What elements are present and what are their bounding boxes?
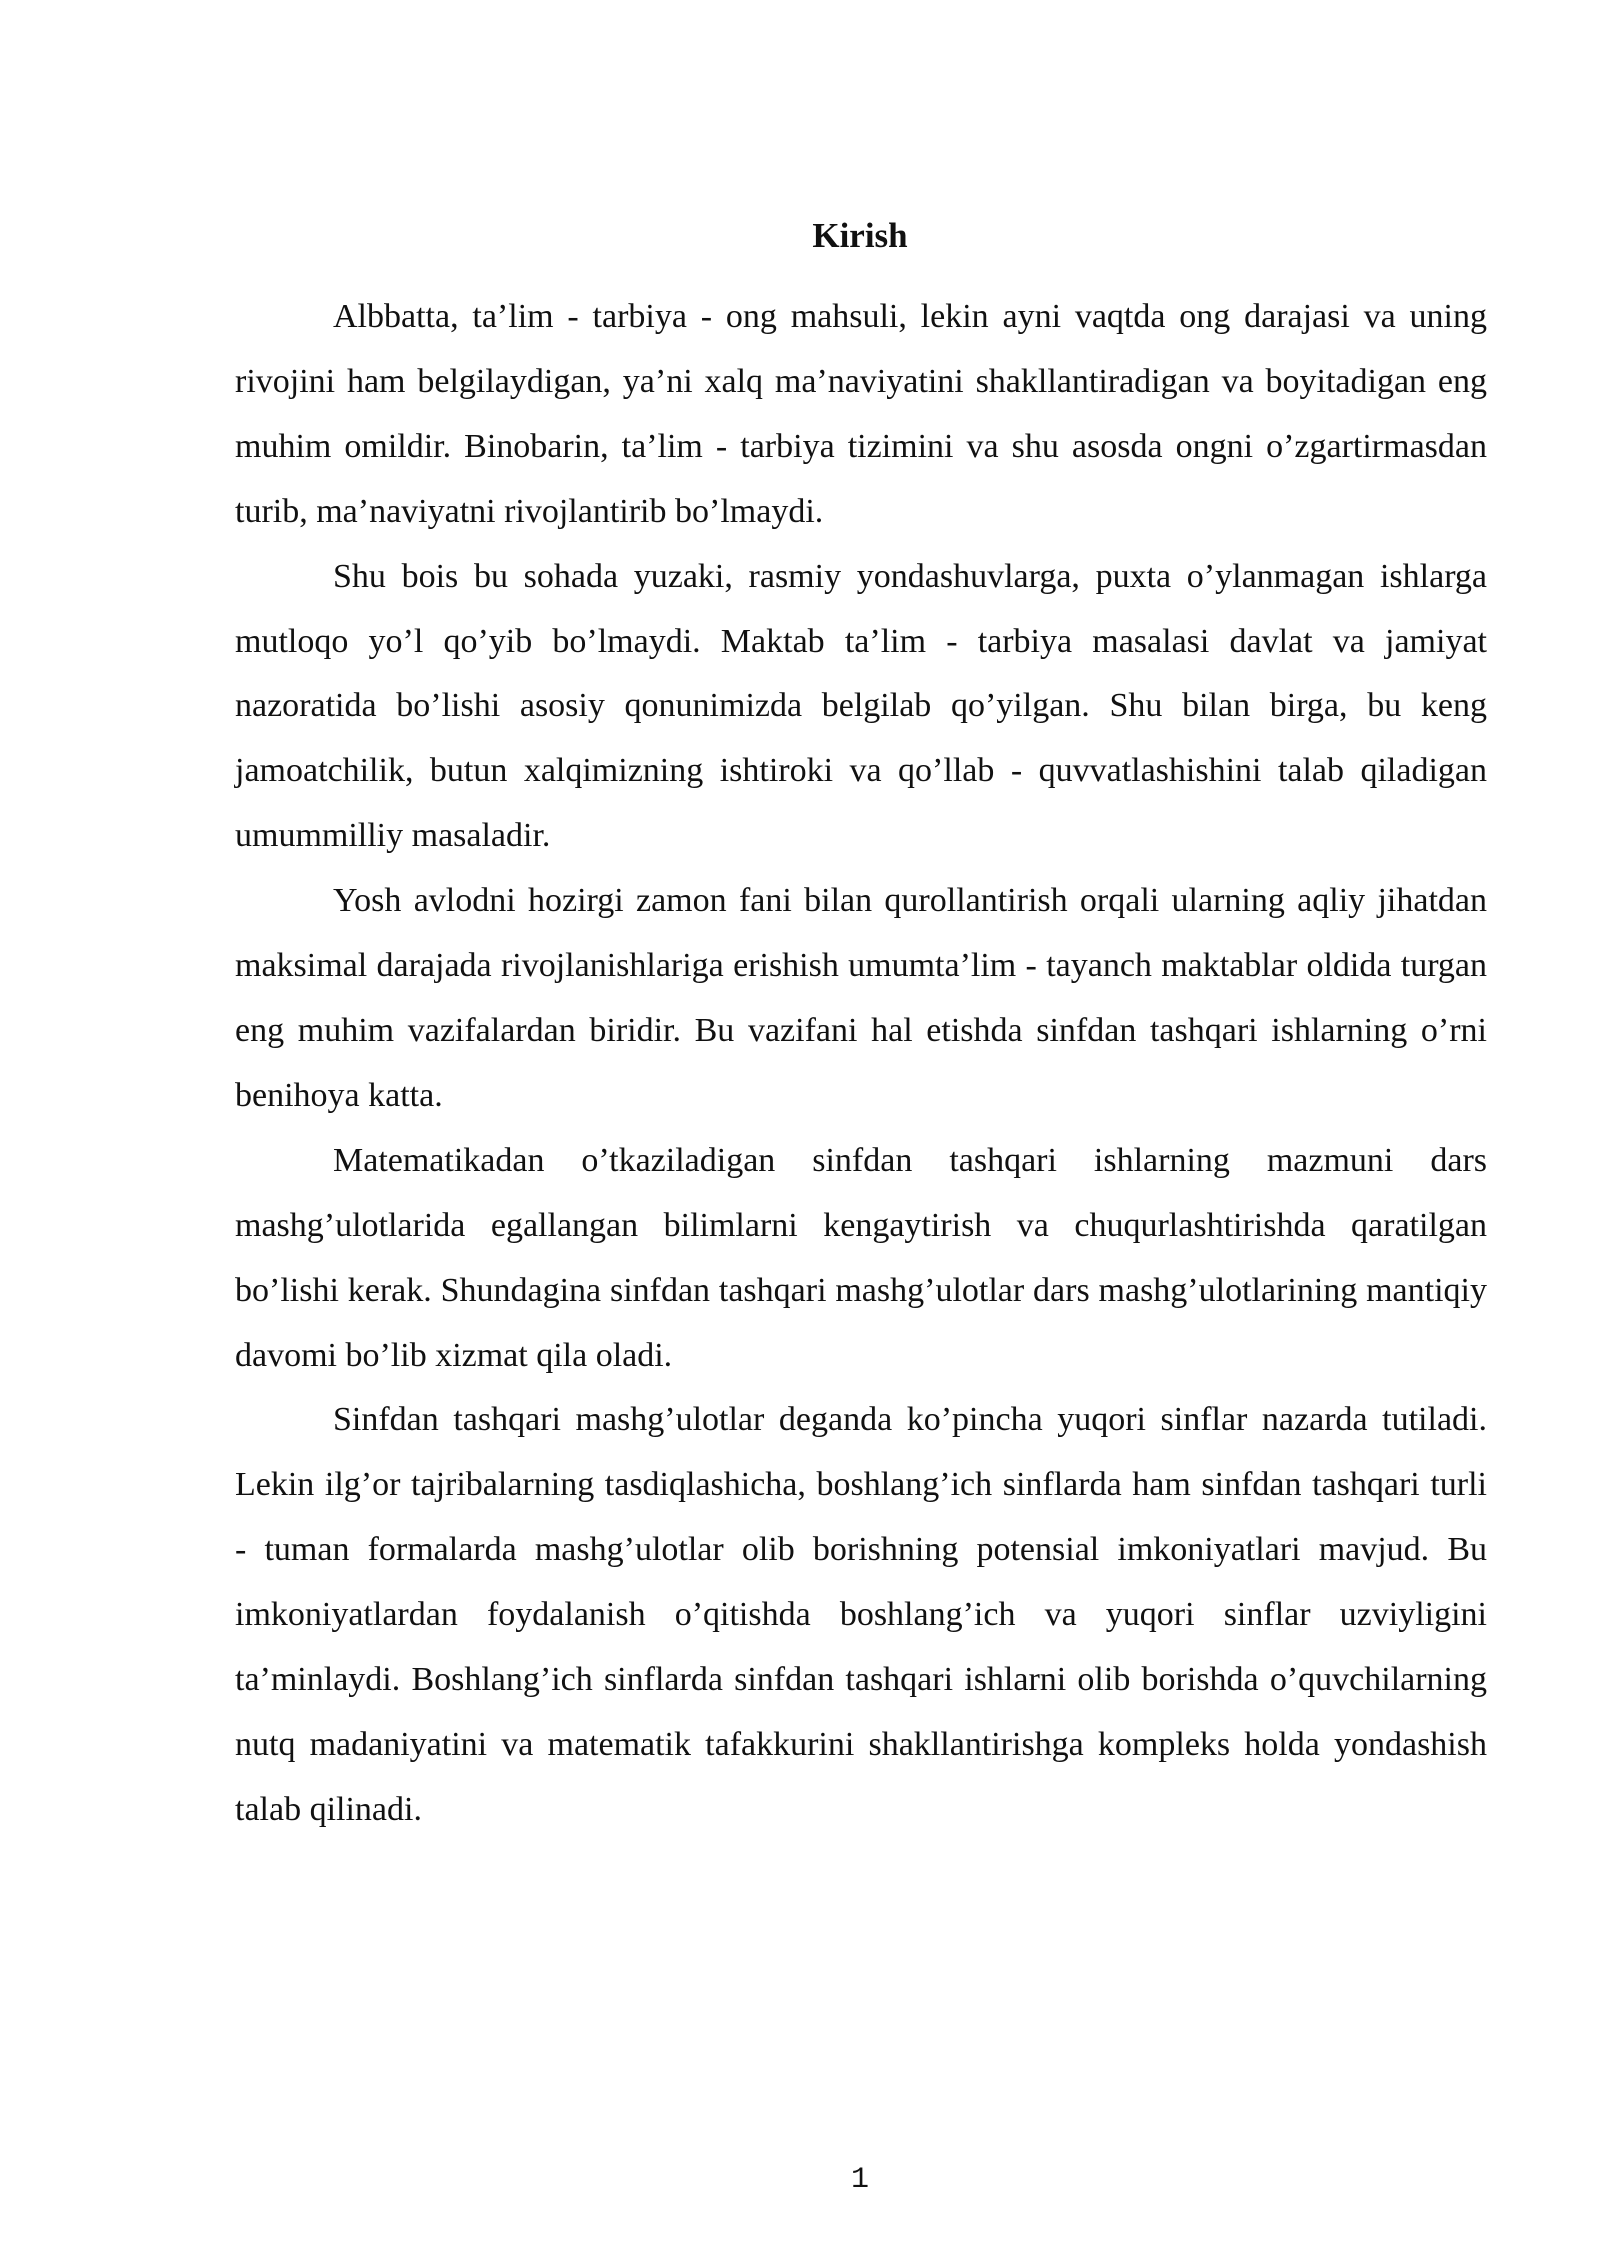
paragraph-1: Albbatta, ta’lim - tarbiya - ong mahsuli, lekin ayni vaqtda ong darajasi va uning rivojini ham belgilaydigan, ya’ni xalq ma’naviyatini shakllantiradigan va boyitadigan eng muhim omildir. Binobarin, ta’lim - tarbiya tizimini va shu asosda ongni o’zgartirmasdan turib, ma’naviyatni rivojlantirib bo’lmaydi. (235, 298, 1487, 530)
paragraph-2: Shu bois bu sohada yuzaki, rasmiy yondashuvlarga, puxta o’ylanmagan ishlarga mutloqo yo’l qo’yib bo’lmaydi. Maktab ta’lim - tarbiya masalasi davlat va jamiyat nazoratida bo’lishi asosiy qonunimizda belgilab qo’yilgan. Shu bilan birga, bu keng jamoatchilik, butun xalqimizning ishtiroki va qo’llab - quvvatlashishini talab qiladigan umummilliy masaladir. (235, 557, 1487, 855)
section-heading: Kirish (812, 216, 908, 255)
paragraph-3: Yosh avlodni hozirgi zamon fani bilan qurollantirish orqali ularning aqliy jihatdan maksimal darajada rivojlanishlariga erishish umumta’lim - tayanch maktablar oldida turgan eng muhim vazifalardan biridir. Bu vazifani hal etishda sinfdan tashqari ishlarning o’rni benihoya katta. (235, 882, 1487, 1114)
paragraph-4: Matematikadan o’tkaziladigan sinfdan tashqari ishlarning mazmuni dars mashg’ulotlarida egallangan bilimlarni kengaytirish va chuqurlashtirishda qaratilgan bo’lishi kerak. Shundagina sinfdan tashqari mashg’ulotlar dars mashg’ulotlarining mantiqiy davomi bo’lib xizmat qila oladi. (235, 1141, 1487, 1374)
paragraph-5: Sinfdan tashqari mashg’ulotlar deganda ko’pincha yuqori sinflar nazarda tutiladi. Lekin ilg’or tajribalarning tasdiqlashicha, boshlang’ich sinflarda ham sinfdan tashqari turli - tuman formalarda mashg’ulotlar olib borishning potensial imkoniyatlari mavjud. Bu imkoniyatlardan foydalanish o’qitishda boshlang’ich va yuqori sinflar uzviyligini ta’minlaydi. Boshlang’ich sinflarda sinfdan tashqari ishlarni olib borishda o’quvchilarning nutq madaniyatini va matematik tafakkurini shakllantirishga kompleks holda yondashish talab qilinadi. (235, 1401, 1487, 1828)
page-number: 1 (850, 2163, 869, 2197)
body-text (235, 285, 1487, 1843)
